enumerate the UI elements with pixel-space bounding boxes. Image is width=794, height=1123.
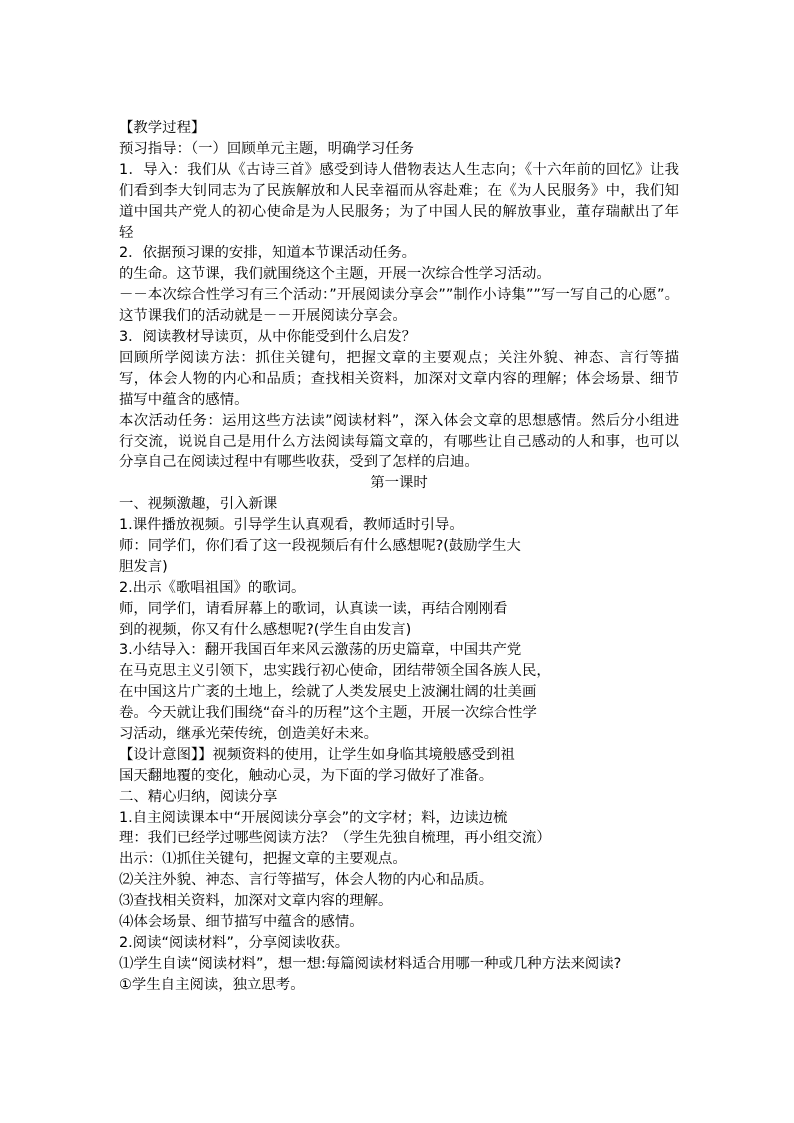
text-line: 3.小结导入：翻开我国百年来风云激荡的历史篇章，中国共产党 [119, 642, 522, 659]
text-line: 2.出示《歌唱祖国》的歌词。 [119, 579, 306, 596]
document-page [119, 118, 679, 996]
paragraph-life: 的生命。这节课，我们就围绕这个主题，开展一次综合性学习活动。 [119, 266, 551, 283]
paragraph-reading-methods: 回顾所学阅读方法：抓住关键句，把握文章的主要观点；关注外貌、神态、言行等描写，体会人物的内心和品质；查找相关资料，加深对文章内容的理解；体会场景、细节描写中蕴含的感情。 [119, 349, 679, 408]
section-one-title: 一、视频激趣，引入新课 [119, 496, 278, 513]
text-paragraph: ⑴学生自读“阅读材料”，想一想:每篇阅读材料适合用哪一种或几种方法来阅读? [119, 955, 622, 972]
section-two-title: 二、精心归纳，阅读分享 [119, 788, 278, 805]
text-line: 1.课件播放视频。引导学生认真观看，教师适时引导。 [119, 517, 464, 534]
text-line: 习活动，继承光荣传统，创造美好未来。 [119, 726, 379, 743]
text-line: 理：我们已经学过哪些阅读方法？（学生先独自梳理，再小组交流） [119, 830, 551, 847]
text-line: 【设计意图】】视频资料的使用，让学生如身临其境般感受到祖 [119, 746, 515, 763]
text-line: 在中国这片广袤的土地上，绘就了人类发展史上波澜壮阔的壮美画 [119, 684, 537, 701]
text-line: 1.自主阅读课本中“开展阅读分享会”的文字材；料，边读边梳 [119, 809, 508, 826]
paragraph-activities: －－本次综合性学习有三个活动：”开展阅读分享会””制作小诗集””写一写自己的心愿”。这节课我们的活动就是－－开展阅读分享会。 [119, 287, 679, 325]
text-line: 在马克思主义引领下，忠实践行初心使命，团结带领全国各族人民， [119, 663, 551, 680]
paragraph-activity-task: 本次活动任务：运用这些方法读”阅读材料”，深入体会文章的思想感情。然后分小组进行交流，说说自己是用什么方法阅读每篇文章的，有哪些让自己感动的人和事，也可以分享自己在阅读过程中有哪些收获，受到了怎样的启迪。 [119, 412, 679, 471]
lesson-title: 第一课时 [370, 475, 428, 492]
text-line: 2.阅读“阅读材料”，分享阅读收获。 [119, 934, 350, 951]
text-line: 胆发言) [119, 558, 168, 575]
preview-guide-line: 预习指导：（一）回顾单元主题，明确学习任务 [119, 140, 415, 157]
text-line: 师：同学们，你们看了这一段视频后有什么感想呢?(鼓励学生大 [119, 538, 521, 554]
text-line: ①学生自主阅读，独立思考。 [119, 976, 305, 993]
paragraph-introduction: 1．导入：我们从《古诗三首》感受到诗人借物表达人生志向；《十六年前的回忆》让我们看到李大钊同志为了民族解放和人民幸福而从容赴难；在《为人民服务》中，我们知道中国共产党人的初心使命是为人民服务；为了中国人民的解放事业，董存瑞献出了年轻 [119, 161, 679, 241]
text-line: 卷。今天就让我们围绕“奋斗的历程”这个主题，开展一次综合性学 [119, 705, 537, 722]
text-line: 国天翻地覆的变化，触动心灵，为下面的学习做好了准备。 [119, 767, 494, 784]
paragraph-task: 2．依据预习课的安排，知道本节课活动任务。 [119, 245, 416, 262]
text-line: 出示：⑴抓住关键句，把握文章的主要观点。 [119, 851, 407, 868]
text-line: ⑶查找相关资料，加深对文章内容的理解。 [119, 893, 393, 910]
text-line: ⑷体会场景、细节描写中蕴含的感情。 [119, 914, 364, 931]
text-line: 到的视频，你又有什么感想呢?(学生自由发言) [119, 621, 412, 638]
text-line: ⑵关注外貌、神态、言行等描写，体会人物的内心和品质。 [119, 872, 494, 889]
paragraph-guide-page: 3．阅读教材导读页，从中你能受到什么启发？ [119, 329, 416, 345]
section-heading: 【教学过程】 [119, 120, 206, 136]
text-line: 师，同学们，请看屏幕上的歌词，认真读一读，再结合刚刚看 [119, 600, 508, 617]
